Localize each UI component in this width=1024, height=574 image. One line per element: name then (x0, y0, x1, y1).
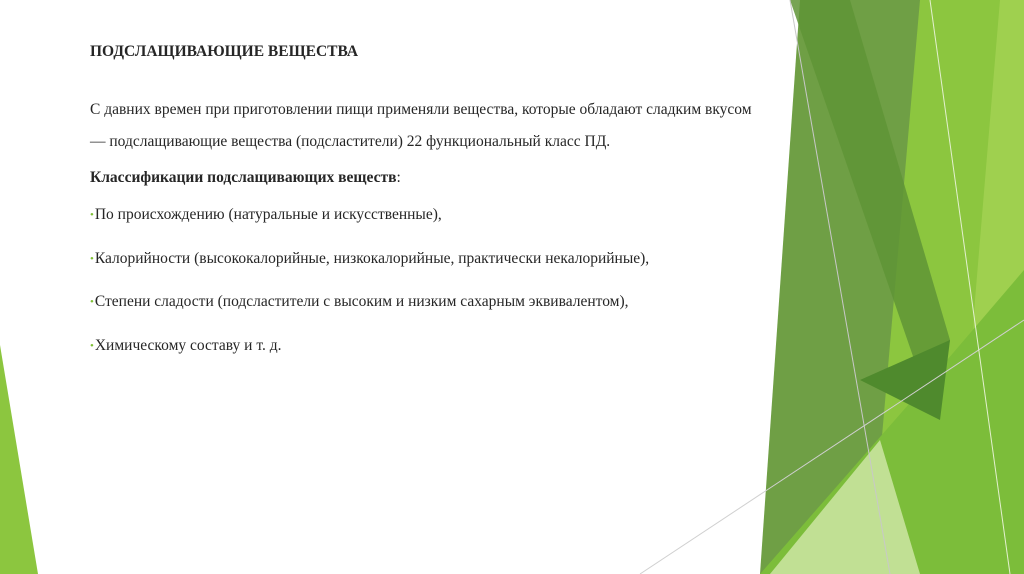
bullet-icon: • (90, 209, 94, 221)
classification-heading-text: Классификации подслащивающих веществ (90, 169, 397, 186)
list-item-text: Химическому составу и т. д. (94, 336, 282, 354)
intro-line-2: — подслащивающие вещества (подсластители) 22 функциональный класс ПД. (90, 133, 611, 150)
slide-content (90, 38, 950, 392)
left-green-sliver (0, 345, 38, 574)
body-text (90, 94, 950, 368)
list-item-text: По происхождению (натуральные и искусственные), (94, 206, 442, 223)
intro-line-1: С давних времен при приготовлении пищи применяли вещества, которые обладают сладким вкусом (90, 101, 752, 118)
classification-heading-colon: : (396, 169, 401, 186)
list-item (90, 194, 950, 238)
list-item (90, 238, 950, 282)
list-item (90, 281, 950, 325)
classification-list (90, 194, 950, 368)
bullet-icon: • (90, 339, 94, 352)
bullet-icon: • (90, 296, 94, 308)
bullet-icon: • (90, 252, 94, 265)
classification-heading (90, 162, 950, 194)
slide-title: ПОДСЛАЩИВАЮЩИЕ ВЕЩЕСТВА (90, 43, 359, 60)
list-item-text: Калорийности (высококалорийные, низкокалорийные, практически некалорийные), (94, 249, 650, 267)
list-item-text: Степени сладости (подсластители с высоким и низким сахарным эквивалентом), (94, 293, 629, 310)
list-item (90, 325, 950, 369)
